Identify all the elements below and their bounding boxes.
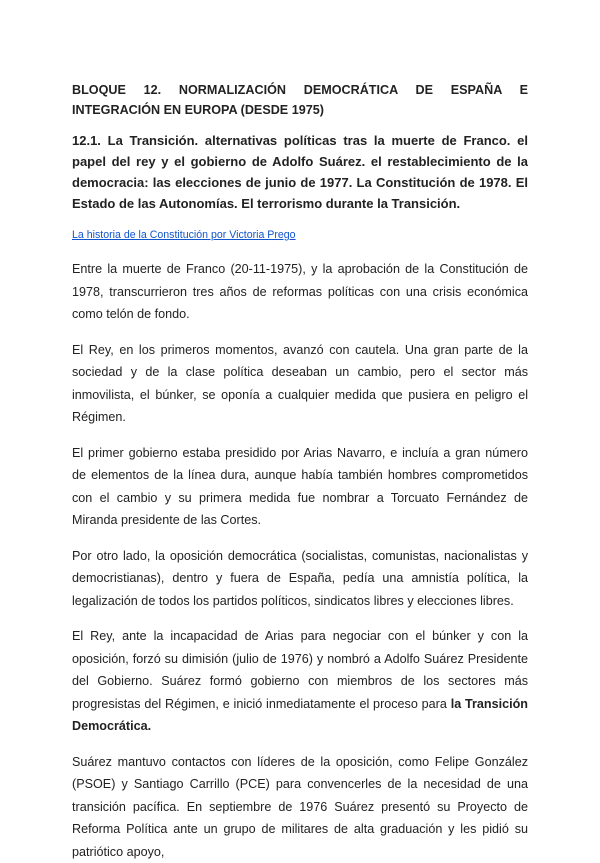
block-heading: BLOQUE 12. NORMALIZACIÓN DEMOCRÁTICA DE ESPAÑA E INTEGRACIÓN EN EUROPA (DESDE 1975): [72, 80, 528, 120]
paragraph-5: [72, 625, 528, 738]
section-heading: 12.1. La Transición. alternativas políticas tras la muerte de Franco. el papel del rey y el gobierno de Adolfo Suárez. el restablecimiento de la democracia: las elecciones de junio de 1977. La Constitución de 1978. El Estado de las Autonomías. El terrorismo durante la Transición.: [72, 130, 528, 214]
paragraph-5-text: El Rey, ante la incapacidad de Arias para negociar con el búnker y con la oposición, forzó su dimisión (julio de 1976) y nombró a Adolfo Suárez Presidente del Gobierno. Suárez formó gobierno con miembros de los sectores más progresistas del Régimen, e inició inmediatamente el proceso para: [72, 629, 528, 711]
paragraph-1: Entre la muerte de Franco (20-11-1975), y la aprobación de la Constitución de 1978, transcurrieron tres años de reformas políticas con una crisis económica como telón de fondo.: [72, 258, 528, 326]
paragraph-6: Suárez mantuvo contactos con líderes de la oposición, como Felipe González (PSOE) y Santiago Carrillo (PCE) para convencerles de la necesidad de una transición pacífica. En septiembre de 1976 Suárez presentó su Proyecto de Reforma Política ante un grupo de militares de alta graduación y les pidió su patriótico apoyo,: [72, 751, 528, 863]
paragraph-4: Por otro lado, la oposición democrática (socialistas, comunistas, nacionalistas y democristianas), dentro y fuera de España, pedía una amnistía política, la legalización de todos los partidos políticos, sindicatos libres y elecciones libres.: [72, 545, 528, 613]
constitution-history-link[interactable]: La historia de la Constitución por Victoria Prego: [72, 228, 528, 242]
bold-transition-phrase: la Transición Democrática.: [72, 697, 528, 734]
paragraph-2: El Rey, en los primeros momentos, avanzó con cautela. Una gran parte de la sociedad y de la clase política deseaban un cambio, pero el sector más inmovilista, el búnker, se oponía a cualquier medida que pusiera en peligro el Régimen.: [72, 339, 528, 429]
paragraph-3: El primer gobierno estaba presidido por Arias Navarro, e incluía a gran número de elementos de la línea dura, aunque había también hombres comprometidos con el cambio y su primera medida fue nombrar a Torcuato Fernández de Miranda presidente de las Cortes.: [72, 442, 528, 532]
